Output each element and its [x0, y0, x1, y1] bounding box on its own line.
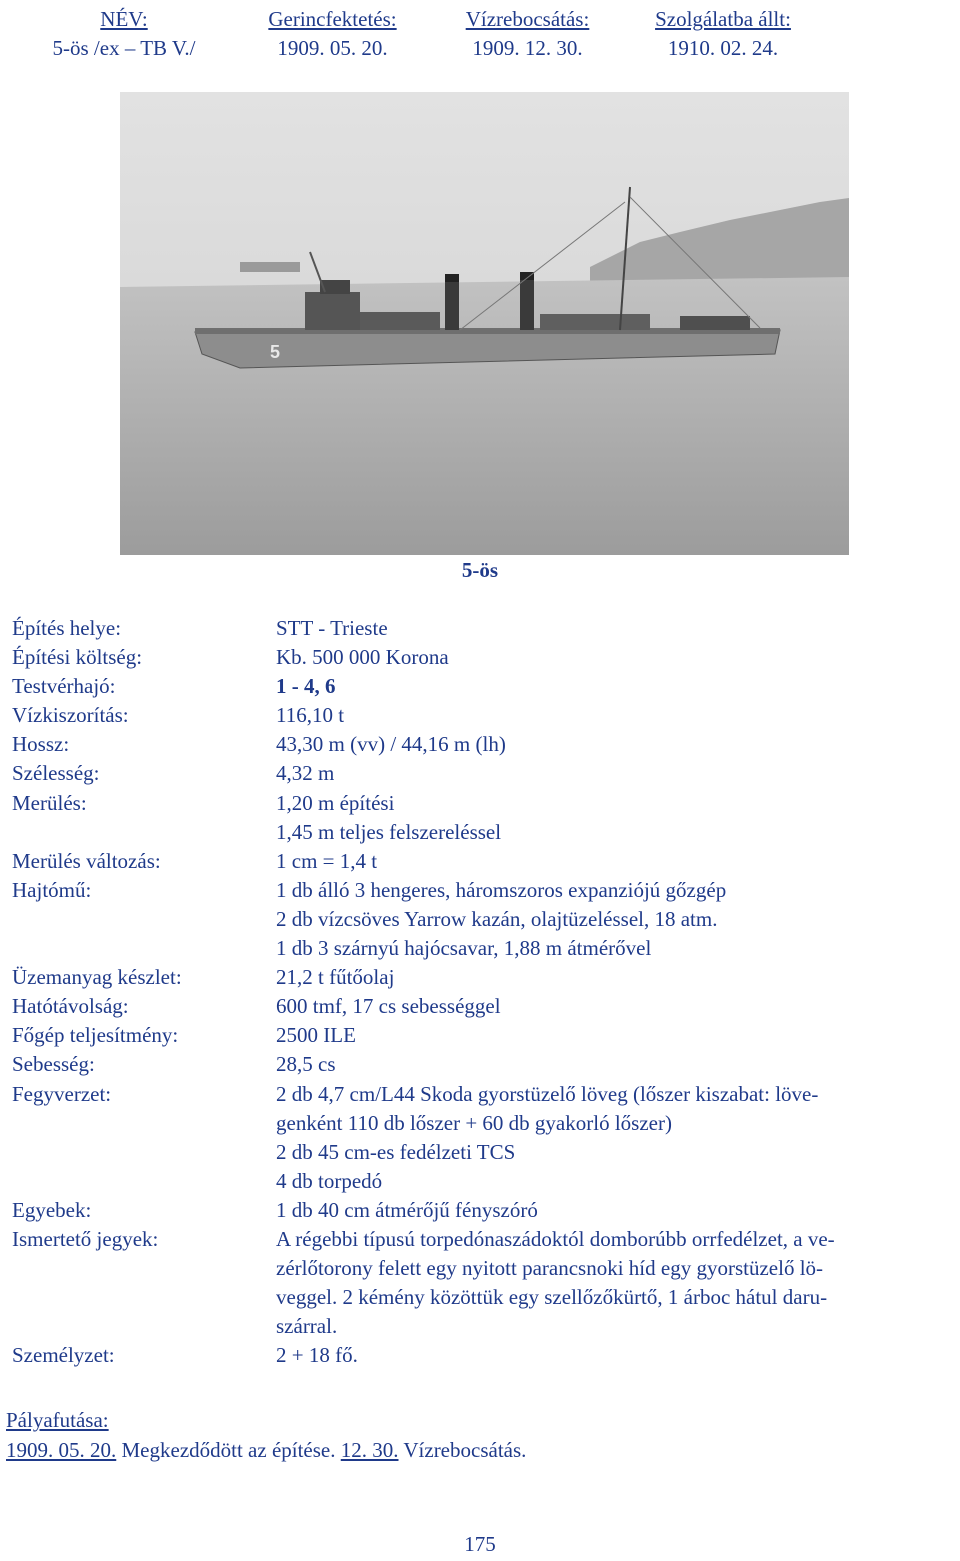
header-keel-column [245, 5, 420, 63]
spec-key: Építési költség: [12, 645, 143, 670]
spec-value-line: genként 110 db lőszer + 60 db gyakorló lőszer) [276, 1110, 672, 1135]
header-service-value: 1910. 02. 24. [667, 36, 779, 60]
spec-value-line: Kb. 500 000 Korona [276, 645, 449, 670]
header-keel-value: 1909. 05. 20. [277, 36, 388, 60]
career-title: Pályafutása: [6, 1408, 109, 1432]
spec-row [12, 759, 960, 788]
header [0, 5, 960, 67]
spec-value-line: 28,5 cs [276, 1052, 336, 1077]
spec-row [12, 1021, 960, 1050]
spec-key: Merülés: [12, 790, 87, 815]
spec-key: Hajtómű: [12, 877, 92, 902]
spec-value-line: 2500 ILE [276, 1023, 356, 1048]
spec-key: Hossz: [12, 732, 70, 757]
spec-value-line: 1 - 4, 6 [276, 674, 336, 699]
spec-value-line: 43,30 m (vv) / 44,16 m (lh) [276, 732, 506, 757]
ship-photo-drawing [120, 92, 849, 555]
distant-vessel [240, 262, 300, 272]
spec-key: Építés helye: [12, 616, 122, 640]
spec-row [12, 643, 960, 672]
spec-key: Fegyverzet: [12, 1081, 112, 1106]
spec-row [12, 876, 960, 963]
spec-value-line: 1 cm = 1,4 t [276, 848, 378, 873]
spec-row [12, 730, 960, 759]
header-launch-column [440, 5, 615, 63]
spec-value-line: 1 db álló 3 hengeres, háromszoros expanziójú gőzgép [276, 877, 727, 902]
spec-row [12, 1196, 960, 1225]
spec-value-line: veggel. 2 kémény közöttük egy szellőzőkürtő, 1 árboc hátul daru- [276, 1285, 828, 1310]
header-name-column [0, 5, 248, 63]
spec-value-line: 600 tmf, 17 cs sebességgel [276, 994, 501, 1019]
spec-value-line: 1,45 m teljes felszereléssel [276, 819, 502, 844]
career-date-2: 12. 30. [340, 1438, 399, 1462]
spec-row [12, 1225, 960, 1341]
spec-value-line: 4,32 m [276, 761, 335, 786]
career-text-2: Vízrebocsátás. [398, 1438, 527, 1462]
spec-value-line: 116,10 t [276, 703, 345, 728]
spec-value-line: 2 db 4,7 cm/L44 Skoda gyorstüzelő löveg (lőszer kiszabat: löve- [276, 1081, 819, 1106]
header-service-column [628, 5, 818, 63]
spec-key: Személyzet: [12, 1343, 115, 1368]
spec-value-line: 1,20 m építési [276, 790, 395, 815]
spec-row [12, 847, 960, 876]
header-name-label: NÉV: [100, 7, 148, 31]
spec-key: Főgép teljesítmény: [12, 1023, 179, 1048]
header-launch-value: 1909. 12. 30. [472, 36, 583, 60]
spec-row [12, 1341, 960, 1370]
spec-row [12, 614, 960, 643]
spec-key: Szélesség: [12, 761, 100, 786]
spec-value-line: 21,2 t fűtőolaj [276, 965, 395, 990]
spec-key: Sebesség: [12, 1052, 95, 1077]
spec-key: Merülés változás: [12, 848, 161, 873]
spec-key: Testvérhajó: [12, 674, 116, 699]
spec-row [12, 1080, 960, 1196]
career-section [6, 1405, 946, 1465]
hull-number: 5 [270, 342, 281, 362]
page-number: 175 [464, 1532, 496, 1556]
spec-row [12, 701, 960, 730]
spec-value-line: 2 db vízcsöves Yarrow kazán, olajtüzeléssel, 18 atm. [276, 906, 718, 931]
photo-caption: 5-ös [461, 558, 499, 582]
spec-row [12, 963, 960, 992]
career-date-1: 1909. 05. 20. [6, 1438, 117, 1462]
spec-row [12, 672, 960, 701]
spec-value-line: zérlőtorony felett egy nyitott parancsnoki híd egy gyorstüzelő lö- [276, 1256, 824, 1281]
spec-key: Vízkiszorítás: [12, 703, 129, 728]
spec-value-line: 2 db 45 cm-es fedélzeti TCS [276, 1139, 516, 1164]
spec-value-line: STT - Trieste [276, 616, 388, 640]
header-service-label: Szolgálatba állt: [655, 7, 791, 31]
spec-value-line: szárral. [276, 1314, 338, 1339]
career-text-1: Megkezdődött az építése. [116, 1438, 341, 1462]
header-launch-label: Vízrebocsátás: [465, 7, 590, 31]
spec-row [12, 789, 960, 847]
spec-row [12, 1050, 960, 1079]
spec-value-line: 2 + 18 fő. [276, 1343, 358, 1368]
header-name-value: 5-ös /ex – TB V./ [52, 36, 196, 60]
spec-value-line: 1 db 40 cm átmérőjű fényszóró [276, 1197, 538, 1222]
spec-key: Egyebek: [12, 1197, 92, 1222]
spec-value-line: 1 db 3 szárnyú hajócsavar, 1,88 m átmérővel [276, 936, 652, 961]
spec-key: Hatótávolság: [12, 994, 129, 1019]
spec-list [12, 614, 960, 1370]
ship-photo [120, 92, 849, 555]
spec-value-line: A régebbi típusú torpedónaszádoktól domborúbb orrfedélzet, a ve- [276, 1226, 835, 1251]
spec-row [12, 992, 960, 1021]
header-keel-label: Gerincfektetés: [268, 7, 397, 31]
spec-value-line: 4 db torpedó [276, 1168, 383, 1193]
spec-key: Ismertető jegyek: [12, 1226, 159, 1251]
spec-key: Üzemanyag készlet: [12, 965, 182, 990]
